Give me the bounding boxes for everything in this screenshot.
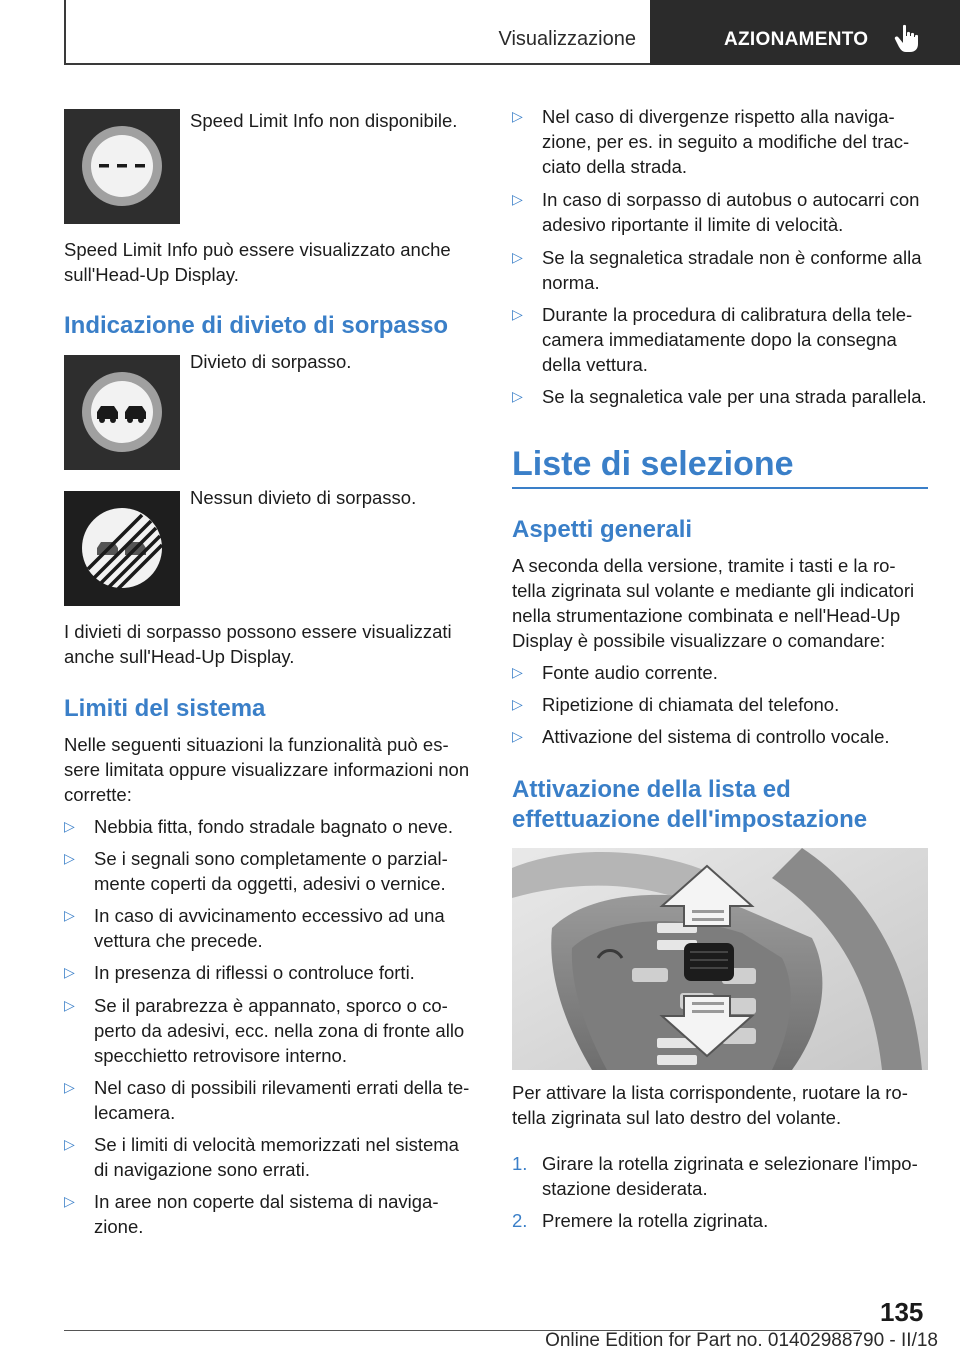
step-number: 1. [512,1153,528,1174]
no-overtaking-sign [64,355,180,470]
triangle-bullet-icon: ▷ [512,249,523,265]
step-number: 2. [512,1210,528,1231]
sign3-caption: Nessun divieto di sorpasso. [190,487,417,508]
heading-selection-lists: Liste di selezione [512,445,794,483]
header-section-title: Visualizzazione [498,28,636,50]
activate-list-paragraph: Per attivare la lista corrispondente, ruotare la ro- tella zigrinata sul lato destro del volante. [512,1082,908,1128]
triangle-bullet-icon: ▷ [64,850,75,866]
heading-underline [512,487,928,489]
triangle-bullet-icon: ▷ [64,964,75,980]
speed-limit-unavailable-sign [64,109,180,224]
speed-limit-hud-paragraph: Speed Limit Info può essere visualizzato anche sull'Head-Up Display. [64,239,451,285]
triangle-bullet-icon: ▷ [64,1136,75,1152]
overtaking-hud-paragraph: I divieti di sorpasso possono essere visualizzati anche sull'Head-Up Display. [64,621,452,667]
system-limits-intro: Nelle seguenti situazioni la funzionalità può es- sere limitata oppure visualizzare informazioni non corrette: [64,734,470,805]
sign2-caption: Divieto di sorpasso. [190,351,352,372]
triangle-bullet-icon: ▷ [512,191,523,207]
triangle-bullet-icon: ▷ [512,728,523,744]
header-chapter-tab[interactable] [650,0,960,65]
end-no-overtaking-sign [64,491,180,606]
header-rule-bottom [64,63,650,65]
heading-system-limits: Limiti del sistema [64,695,266,722]
triangle-bullet-icon: ▷ [512,696,523,712]
page-number: 135 [880,1297,924,1327]
triangle-bullet-icon: ▷ [512,306,523,322]
triangle-bullet-icon: ▷ [64,1079,75,1095]
pointing-hand-icon [894,24,920,54]
triangle-bullet-icon: ▷ [64,907,75,923]
triangle-bullet-icon: ▷ [64,1193,75,1209]
general-aspects-paragraph: A seconda della versione, tramite i tasti e la ro- tella zigrinata sul volante e mediante gli indicatori nella strumentazione combinata e nell'Head-Up Display è possibile visualizzare o comandare: [512,555,915,651]
triangle-bullet-icon: ▷ [512,388,523,404]
triangle-bullet-icon: ▷ [64,818,75,834]
triangle-bullet-icon: ▷ [512,108,523,124]
heading-activate-list: Attivazione della lista ed effettuazione dell'impostazione [512,776,868,833]
heading-overtaking: Indicazione di divieto di sorpasso [64,312,449,339]
steering-wheel-thumbwheel-illustration [512,848,928,1070]
sign1-caption: Speed Limit Info non disponibile. [190,110,458,131]
footer-edition: Online Edition for Part no. 01402988790 - II/18 [545,1330,938,1351]
triangle-bullet-icon: ▷ [512,664,523,680]
heading-general-aspects: Aspetti generali [512,516,693,543]
header-chapter-label: AZIONAMENTO [724,29,869,50]
triangle-bullet-icon: ▷ [64,997,75,1013]
header-rule-left [64,0,66,64]
